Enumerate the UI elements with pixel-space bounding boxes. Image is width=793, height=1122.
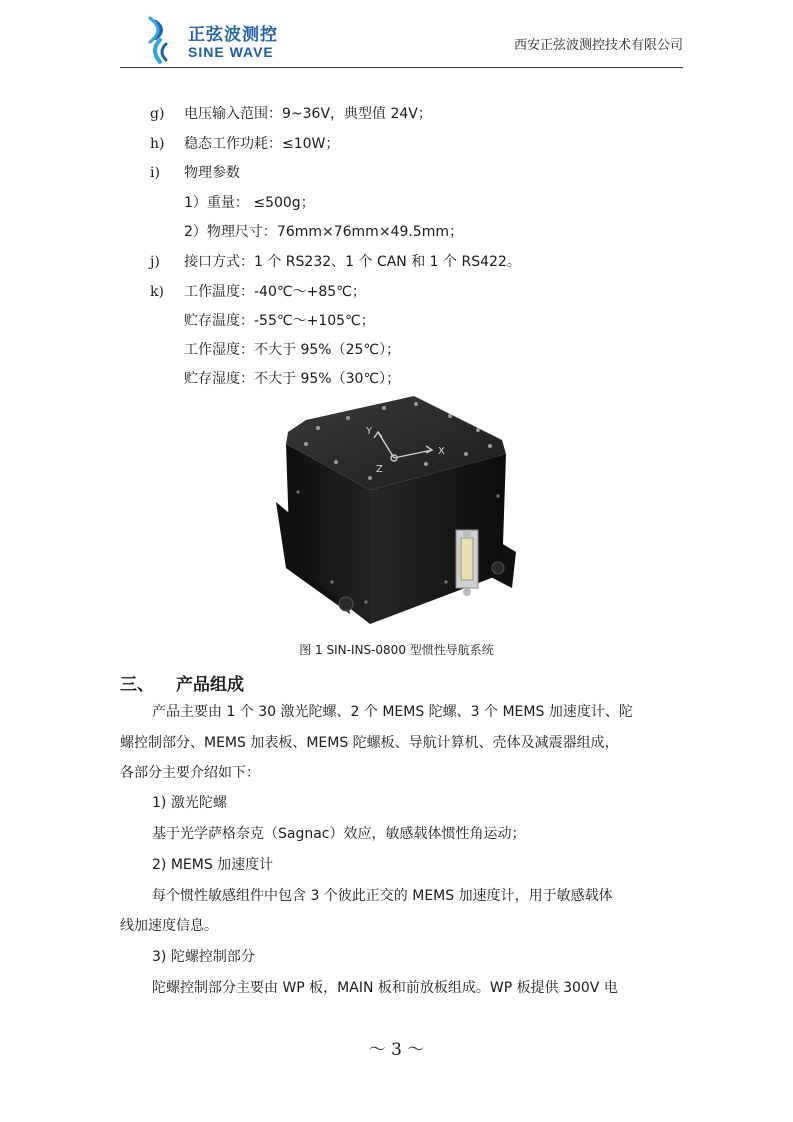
signal-wave-icon [142,14,186,70]
component-title: 3) 陀螺控制部分 [152,949,255,965]
component-description: 每个惯性敏感组件中包含 3 个彼此正交的 MEMS 加速度计，用于敏感载体 [152,888,613,904]
axis-y-label: Y [366,426,373,437]
spec-item: 接口方式：1 个 RS232、1 个 CAN 和 1 个 RS422。 [184,254,521,270]
section-title: 产品组成 [176,675,244,695]
axis-x-label: X [438,446,445,457]
component-title: 1) 激光陀螺 [152,795,227,811]
page-number: ～ 3 ～ [368,1040,425,1060]
spec-subitem: 贮存湿度：不大于 95%（30℃）； [184,371,401,387]
page-header [120,10,683,68]
section-number: 三、 [120,675,154,695]
spec-subitem: 1）重量： ≤500g； [184,195,315,211]
spec-label: i) [150,165,160,181]
ins-device-illustration [266,392,528,634]
spec-subitem: 2）物理尺寸：76mm×76mm×49.5mm； [184,224,463,240]
figure-caption: 图 1 SIN-INS-0800 型惯性导航系统 [299,643,494,657]
spec-label: k) [150,284,164,300]
component-description: 基于光学萨格奈克（Sagnac）效应，敏感载体惯性角运动； [152,826,526,842]
spec-subitem: 工作湿度：不大于 95%（25℃）； [184,342,401,358]
paragraph-line: 产品主要由 1 个 30 激光陀螺、2 个 MEMS 陀螺、3 个 MEMS 加速度计、陀 [152,704,633,720]
spec-item: 稳态工作功耗：≤10W； [184,136,340,152]
product-image [266,392,528,634]
spec-label: g) [150,106,165,122]
spec-item: 工作温度：-40℃～+85℃； [184,284,366,300]
logo-english-name: SINE WAVE [188,44,274,60]
header-divider [120,67,683,68]
paragraph-line: 各部分主要介绍如下： [120,765,260,781]
paragraph-line: 螺控制部分、MEMS 加表板、MEMS 陀螺板、导航计算机、壳体及减震器组成， [120,735,619,751]
spec-label: h) [150,136,165,152]
component-title: 2) MEMS 加速度计 [152,857,274,873]
axis-z-label: Z [376,464,383,475]
spec-label: j) [150,254,160,270]
logo-chinese-name: 正弦波测控 [188,25,278,45]
company-logo [142,14,322,70]
component-description: 线加速度信息。 [120,918,218,934]
company-name: 西安正弦波测控技术有限公司 [513,38,683,53]
spec-item: 电压输入范围：9~36V，典型值 24V； [184,106,432,122]
component-description: 陀螺控制部分主要由 WP 板，MAIN 板和前放板组成。WP 板提供 300V 电 [152,980,618,996]
spec-item: 物理参数 [184,165,240,181]
spec-subitem: 贮存温度：-55℃～+105℃； [184,313,375,329]
